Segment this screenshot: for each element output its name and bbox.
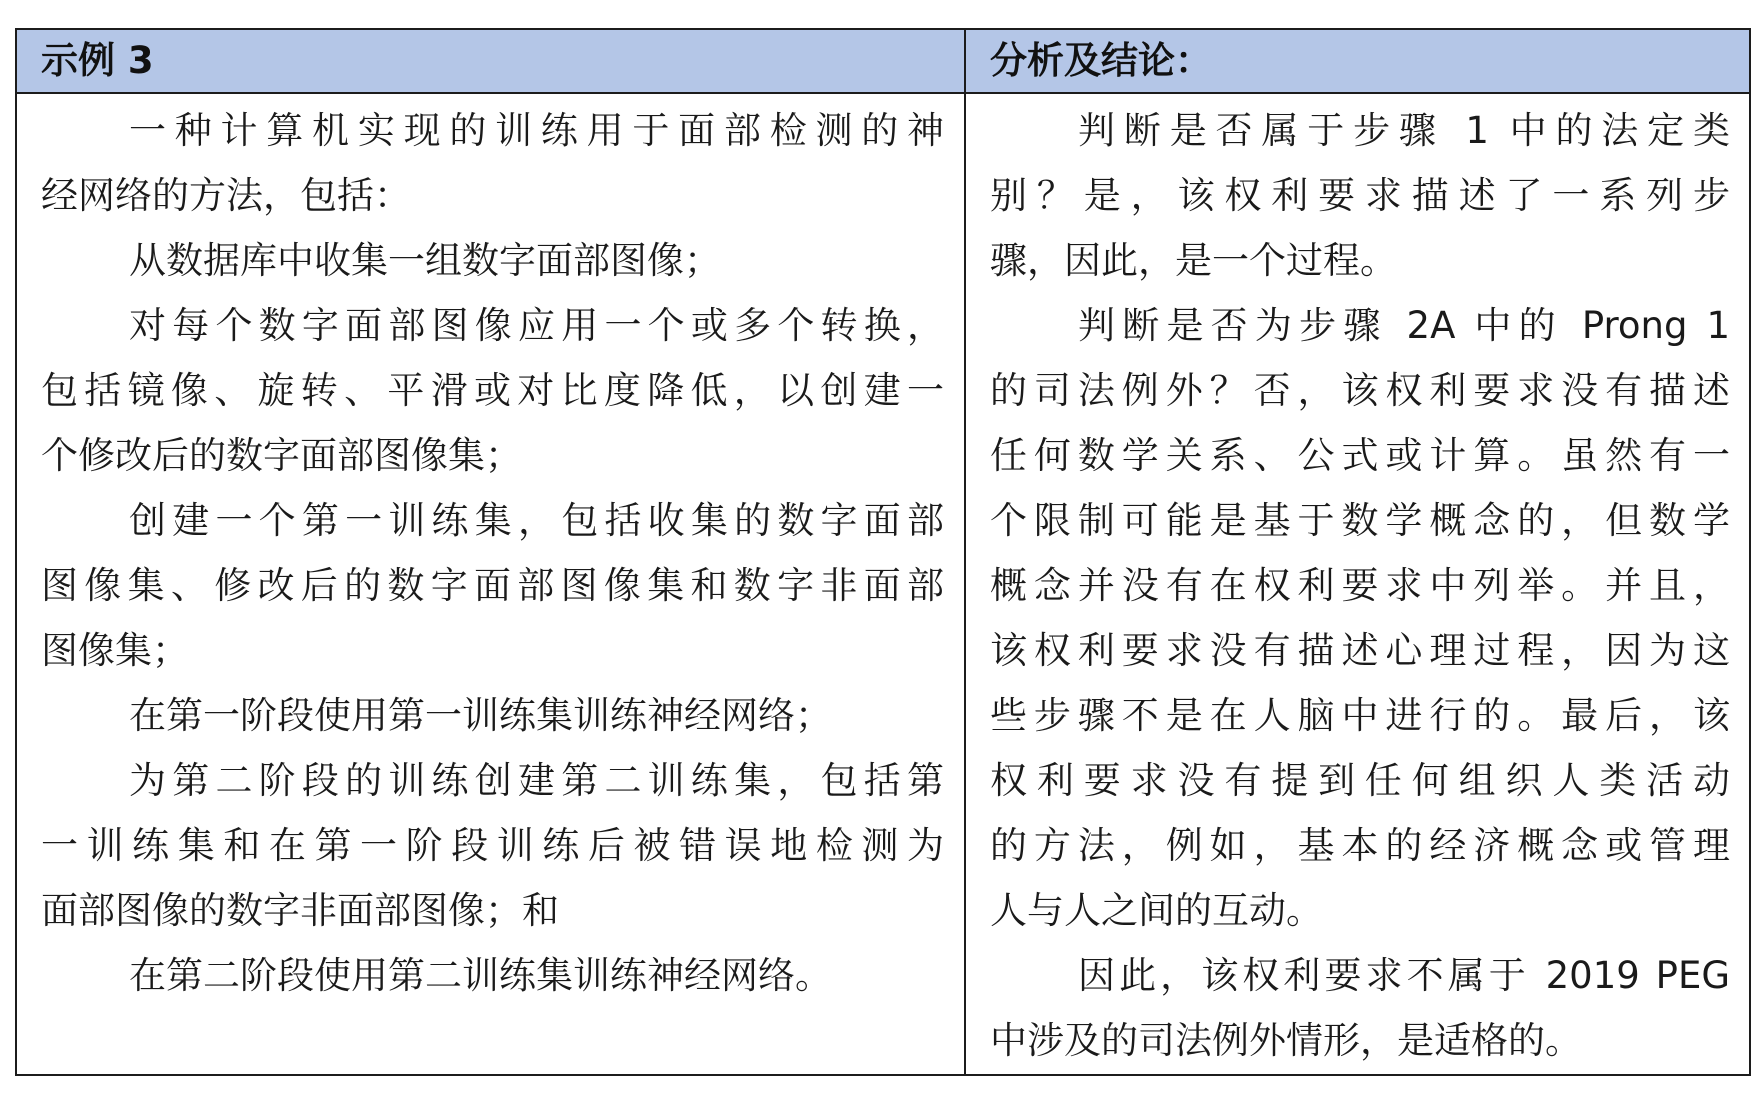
column-divider — [964, 30, 966, 1074]
analysis-text-line: 的司法例外？否，该权利要求没有描述 — [990, 369, 1730, 412]
claim-text-line: 面部图像的数字非面部图像；和 — [41, 889, 559, 932]
claim-paragraph — [41, 683, 944, 748]
claim-text-line: 为第二阶段的训练创建第二训练集，包括第 — [129, 759, 944, 802]
table-header-row — [17, 30, 1749, 94]
analysis-text-line: 权利要求没有提到任何组织人类活动 — [990, 759, 1730, 802]
claim-paragraph — [41, 228, 944, 293]
analysis-text-line: 骤，因此，是一个过程。 — [990, 239, 1397, 282]
claim-text-line: 一种计算机实现的训练用于面部检测的神 — [129, 109, 944, 152]
claim-text-line: 图像集、修改后的数字面部图像集和数字非面部 — [41, 564, 944, 607]
header-example-title: 示例 3 — [41, 39, 154, 82]
analysis-text-line: 因此，该权利要求不属于 2019 PEG — [1078, 954, 1730, 997]
claim-text-line: 一训练集和在第一阶段训练后被错误地检测为 — [41, 824, 944, 867]
claim-text-line: 个修改后的数字面部图像集； — [41, 434, 522, 477]
analysis-text-line: 别？是，该权利要求描述了一系列步 — [990, 174, 1730, 217]
claim-text-line: 在第二阶段使用第二训练集训练神经网络。 — [129, 954, 832, 997]
claim-text-line: 在第一阶段使用第一训练集训练神经网络； — [129, 694, 832, 737]
analysis-text-line: 任何数学关系、公式或计算。虽然有一 — [990, 434, 1730, 477]
analysis-text-line: 概念并没有在权利要求中列举。并且， — [990, 564, 1730, 607]
analysis-paragraph — [990, 98, 1730, 293]
analysis-text-line: 判断是否属于步骤 1 中的法定类 — [1078, 109, 1730, 152]
analysis-table — [15, 28, 1751, 1076]
claim-text-line: 经网络的方法，包括： — [41, 174, 411, 217]
analysis-text-line: 些步骤不是在人脑中进行的。最后，该 — [990, 694, 1730, 737]
claim-paragraph — [41, 748, 944, 943]
analysis-text-line: 人与人之间的互动。 — [990, 889, 1323, 932]
claim-text-line: 创建一个第一训练集，包括收集的数字面部 — [129, 499, 944, 542]
analysis-paragraph — [990, 293, 1730, 943]
header-analysis-title: 分析及结论： — [990, 39, 1212, 82]
claim-text-cell — [41, 98, 944, 1008]
analysis-text-line: 中涉及的司法例外情形，是适格的。 — [990, 1019, 1582, 1062]
analysis-text-line: 的方法，例如，基本的经济概念或管理 — [990, 824, 1730, 867]
analysis-text-line: 个限制可能是基于数学概念的，但数学 — [990, 499, 1730, 542]
claim-paragraph — [41, 98, 944, 228]
analysis-paragraph — [990, 943, 1730, 1073]
analysis-text-line: 判断是否为步骤 2A 中的 Prong 1 — [1078, 304, 1730, 347]
claim-paragraph — [41, 943, 944, 1008]
claim-text-line: 图像集； — [41, 629, 189, 672]
analysis-text-line: 该权利要求没有描述心理过程，因为这 — [990, 629, 1730, 672]
claim-paragraph — [41, 293, 944, 488]
claim-paragraph — [41, 488, 944, 683]
claim-text-line: 对每个数字面部图像应用一个或多个转换， — [129, 304, 944, 347]
analysis-text-cell — [990, 98, 1730, 1073]
claim-text-line: 包括镜像、旋转、平滑或对比度降低，以创建一 — [41, 369, 944, 412]
claim-text-line: 从数据库中收集一组数字面部图像； — [129, 239, 721, 282]
